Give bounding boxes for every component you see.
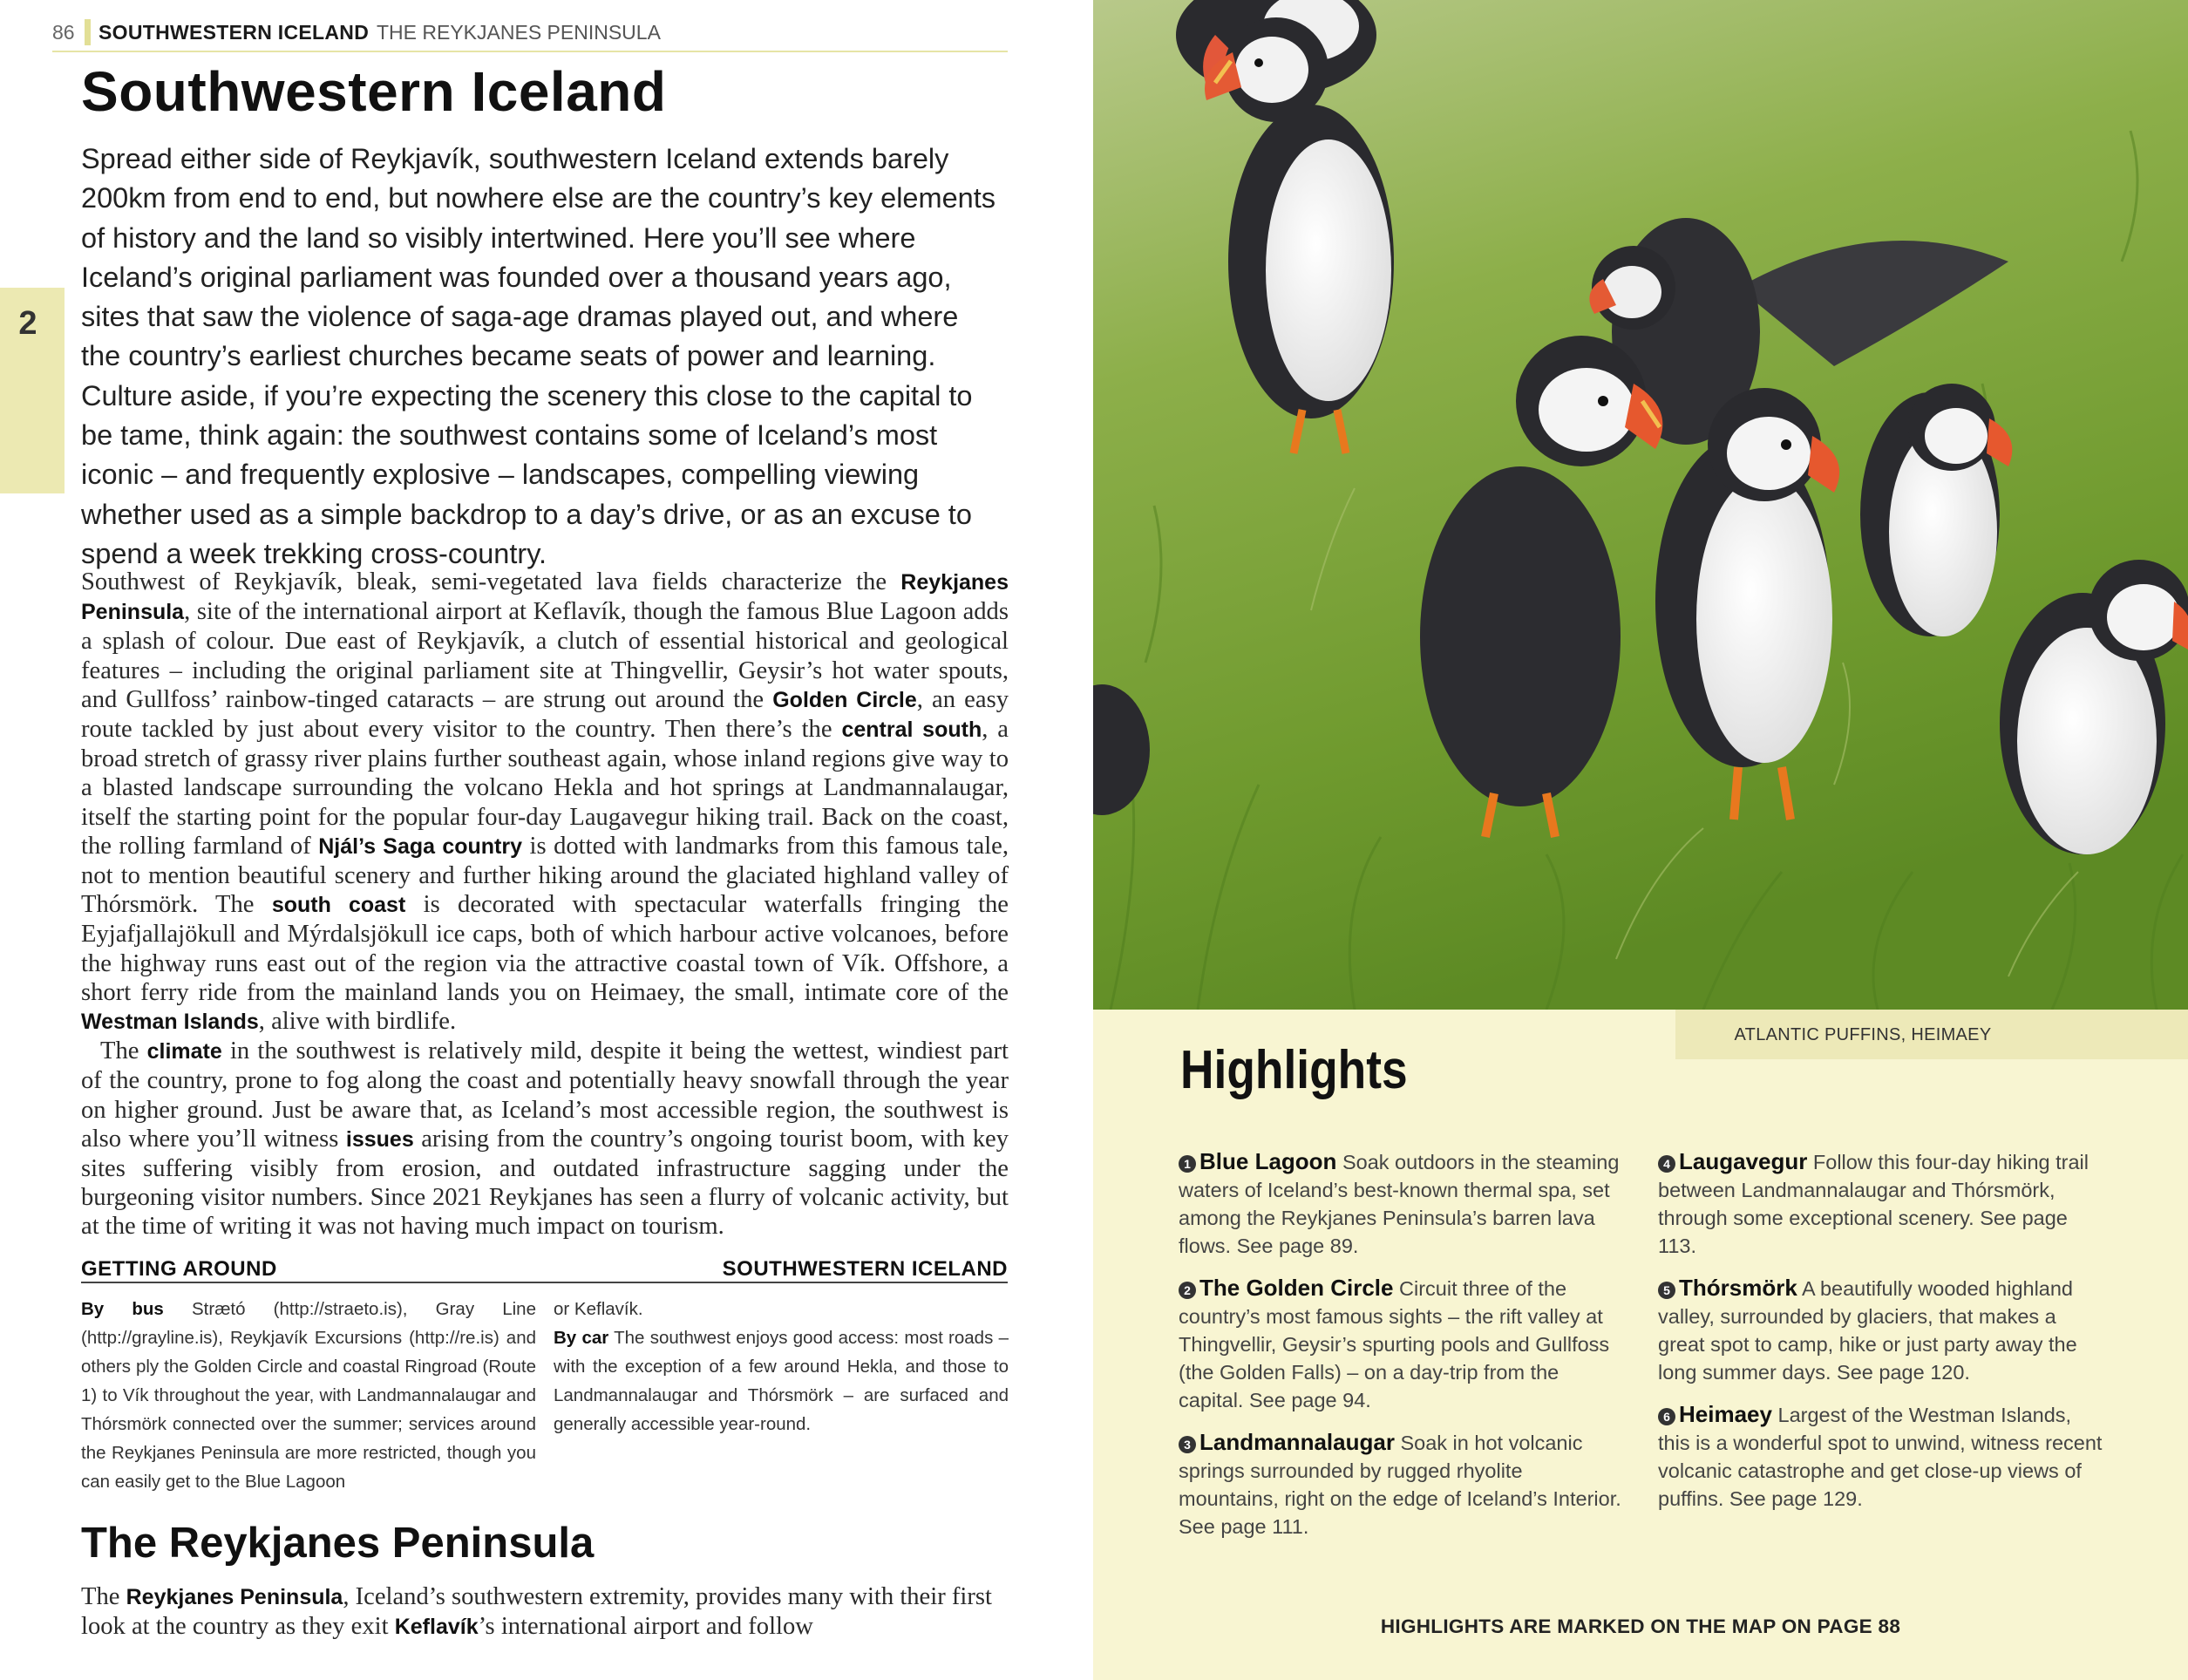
bold-term: Reykjanes Peninsula bbox=[126, 1585, 343, 1609]
getting-around-heading: GETTING AROUND bbox=[81, 1257, 277, 1281]
bold-term: Westman Islands bbox=[81, 1010, 259, 1035]
highlight-name: The Golden Circle bbox=[1199, 1275, 1394, 1301]
highlights-title: Highlights bbox=[1180, 1040, 1408, 1100]
chapter-number: 2 bbox=[18, 305, 37, 342]
getting-around-column-2 bbox=[554, 1295, 1009, 1439]
highlight-name: Blue Lagoon bbox=[1199, 1148, 1337, 1174]
body-text bbox=[81, 568, 1009, 1241]
highlight-number: 5 bbox=[1658, 1282, 1675, 1299]
highlights-map-note: HIGHLIGHTS ARE MARKED ON THE MAP ON PAGE 88 bbox=[1380, 1615, 1901, 1637]
bold-term: Golden Circle bbox=[772, 687, 917, 712]
highlight-name: Thórsmörk bbox=[1679, 1275, 1797, 1301]
chapter-tab bbox=[0, 288, 65, 493]
highlight-name: Laugavegur bbox=[1679, 1148, 1808, 1174]
highlight-item bbox=[1179, 1274, 1623, 1414]
highlight-text: Largest of the Westman Islands, this is a wonderful spot to unwind, witness recent volcanic catastrophe and get close-up views of puffins. See page 129. bbox=[1658, 1404, 2103, 1510]
page-number: 86 bbox=[52, 21, 75, 44]
highlight-text: Circuit three of the country’s most famous sights – the rift valley at Thingvellir, Geysir’s spurting pools and Gullfoss (the Golden Falls) – on a day-trip from the capital. See page 94. bbox=[1179, 1277, 1610, 1411]
highlight-number: 1 bbox=[1179, 1155, 1196, 1173]
bold-term: south coast bbox=[271, 893, 406, 918]
left-page bbox=[0, 0, 1093, 1680]
getting-around-heading-bar bbox=[81, 1255, 1008, 1283]
bold-term: climate bbox=[146, 1039, 222, 1064]
by-bus-paragraph bbox=[81, 1295, 536, 1496]
puffin-photo-illustration bbox=[1093, 0, 2188, 1010]
intro-paragraph: Spread either side of Reykjavík, southwestern Iceland extends barely 200km from end to end, but nowhere else are the country’s key elements of history and the land so visibly intertwined. Here you’ll see where Iceland’s original parliament was founded over a thousand years ago, sites that saw the violence of saga-age dramas played out, and where the country’s earliest churches became seats of power and learning. Culture aside, if you’re expecting the scenery this close to the capital to be tame, think again: the southwest contains some of Iceland’s most iconic – and frequently explosive – landscapes, compelling viewing whether used as a simple backdrop to a day’s drive, or as an excuse to spend a week trekking cross-country. bbox=[81, 143, 996, 569]
highlight-text: Soak outdoors in the steaming waters of Iceland’s best-known thermal spa, set among the Reykjanes Peninsula’s barren lava flows. See page 89. bbox=[1179, 1151, 1620, 1257]
bold-term: central south bbox=[841, 718, 982, 743]
highlight-name: Heimaey bbox=[1679, 1401, 1772, 1427]
section-paragraph: The Reykjanes Peninsula, Iceland’s southwestern extremity, provides many with their first look at the country as they exit Keflavík’s international airport and follow bbox=[81, 1583, 992, 1641]
highlight-text: Soak in hot volcanic springs surrounded by rugged rhyolite mountains, right on the edge of Iceland’s Interior. See page 111. bbox=[1179, 1432, 1621, 1538]
running-head bbox=[52, 19, 1008, 52]
running-head-subsection: THE REYKJANES PENINSULA bbox=[377, 21, 661, 44]
by-car-label: By car bbox=[554, 1328, 609, 1348]
bold-term: issues bbox=[345, 1126, 414, 1152]
body-paragraph: The climate in the southwest is relatively mild, despite it being the wettest, windiest part of the country, prone to fog along the coast and potentially heavy snowfall through the year on higher ground. Just be aware that, as Iceland’s most accessible region, the southwest is also where you’ll witness issues arising from the country’s ongoing tourist boom, with key sites suffering visibly from erosion, and outdated infrastructure sagging under the burgeoning visitor numbers. Since 2021 Reykjanes has seen a flurry of volcanic activity, but at the time of writing it was not having much impact on tourism. bbox=[81, 1037, 1009, 1241]
by-bus-continuation: or Keflavík. bbox=[554, 1299, 643, 1319]
bold-term: Keflavík bbox=[394, 1615, 479, 1640]
highlight-text: Follow this four-day hiking trail between Landmannalaugar and Thórsmörk, through some exceptional scenery. See page 113. bbox=[1658, 1151, 2089, 1257]
right-page bbox=[1093, 0, 2188, 1680]
by-car-text: The southwest enjoys good access: most roads – with the exception of a few around Hekla, and those to Landmannalaugar and Thórsmörk – are surfaced and generally accessible year-round. bbox=[554, 1328, 1009, 1434]
photo-caption-box bbox=[1675, 1010, 2188, 1059]
by-bus-label: By bus bbox=[81, 1299, 164, 1319]
puffin-photo bbox=[1093, 0, 2188, 1010]
highlight-number: 3 bbox=[1179, 1436, 1196, 1453]
highlight-name: Landmannalaugar bbox=[1199, 1429, 1395, 1455]
highlight-number: 6 bbox=[1658, 1408, 1675, 1425]
running-head-section: SOUTHWESTERN ICELAND bbox=[99, 21, 370, 44]
photo-caption: ATLANTIC PUFFINS, HEIMAEY bbox=[1734, 1025, 1992, 1044]
highlight-item bbox=[1658, 1147, 2103, 1260]
highlight-item bbox=[1658, 1400, 2103, 1513]
getting-around-region: SOUTHWESTERN ICELAND bbox=[722, 1257, 1008, 1281]
highlight-item bbox=[1179, 1428, 1623, 1541]
highlight-item bbox=[1658, 1274, 2103, 1386]
getting-around-column-1 bbox=[81, 1295, 536, 1496]
by-bus-text: Strætó (http://straeto.is), Gray Line (http://grayline.is), Reykjavík Excursions (http://re.is) and others ply the Golden Circle and coastal Ringroad (Route 1) to Vík throughout the year, with Landmannalaugar and Thórsmörk connected over the summer; services around the Reykjanes Peninsula are more restricted, though you can easily get to the Blue Lagoon bbox=[81, 1299, 536, 1492]
bold-term: Njál’s Saga country bbox=[318, 833, 523, 859]
highlights-column-2 bbox=[1658, 1147, 2103, 1527]
body-paragraph: Southwest of Reykjavík, bleak, semi-vegetated lava fields characterize the Reykjanes Peninsula, site of the international airport at Keflavík, though the famous Blue Lagoon adds a splash of colour. Due east of Reykjavík, a clutch of essential historical and geological features – including the original parliament site at Thingvellir, Geysir’s hot water spouts, and Gullfoss’ rainbow-tinged cataracts – are strung out around the Golden Circle, an easy route tackled by just about every visitor to the country. Then there’s the central south, a broad stretch of grassy river plains further southeast again, whose inland regions give way to a blasted landscape surrounding the volcano Hekla and hot springs at Landmannalaugar, itself the starting point for the popular four-day Laugavegur hiking trail. Back on the coast, the rolling farmland of Njál’s Saga country is dotted with landmarks from this famous tale, not to mention beautiful scenery and further hiking around the glaciated highland valley of Thórsmörk. The south coast is decorated with spectacular waterfalls fringing the Eyjafjallajökull and Mýrdalsjökull ice caps, both of which harbour active volcanoes, before the highway runs east out of the region via the attractive coastal town of Vík. Offshore, a short ferry ride from the mainland lands you on Heimaey, the small, intimate core of the Westman Islands, alive with birdlife. bbox=[81, 568, 1009, 1036]
bold-term: Reykjanes Peninsula bbox=[81, 570, 1009, 625]
highlight-number: 2 bbox=[1179, 1282, 1196, 1299]
section-title: The Reykjanes Peninsula bbox=[81, 1520, 595, 1567]
highlight-number: 4 bbox=[1658, 1155, 1675, 1173]
highlights-column-1 bbox=[1179, 1147, 1623, 1554]
running-head-marker bbox=[85, 19, 91, 45]
highlight-text: A beautifully wooded highland valley, surrounded by glaciers, that makes a great spot to camp, hike or just party away the long summer days. See page 120. bbox=[1658, 1277, 2077, 1384]
by-car-paragraph bbox=[554, 1323, 1009, 1439]
chapter-title: Southwestern Iceland bbox=[81, 60, 667, 123]
highlight-item bbox=[1179, 1147, 1623, 1260]
